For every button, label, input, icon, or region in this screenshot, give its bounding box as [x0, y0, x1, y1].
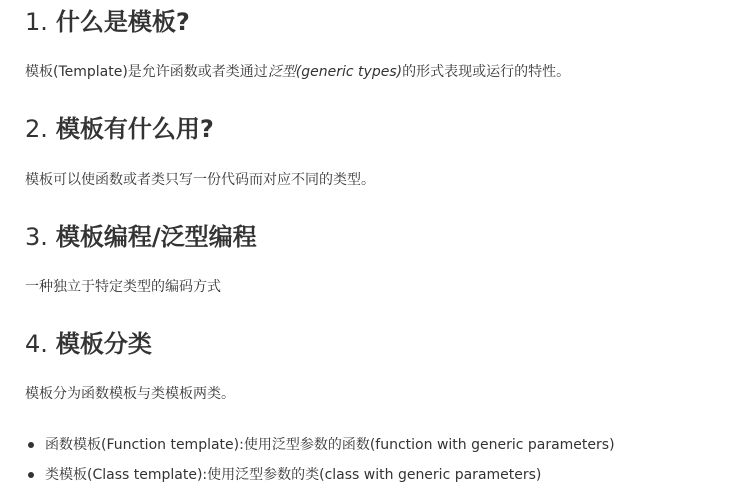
bullet-icon: [28, 472, 34, 478]
heading-number: 3.: [25, 223, 48, 251]
section-paragraph: [25, 61, 570, 83]
emphasis-text: 泛型(generic types): [267, 64, 403, 80]
section-paragraph: 模板分为函数模板与类模板两类。: [25, 386, 235, 402]
bullet-icon: [28, 442, 34, 448]
heading-title: 模板有什么用?: [55, 115, 214, 143]
heading-number: 4.: [25, 330, 48, 358]
template-category-list: [25, 430, 615, 490]
list-item-text: 函数模板(Function template):使用泛型参数的函数(function with generic parameters): [45, 437, 615, 453]
section-heading-what-is-template: [25, 6, 190, 38]
section-heading-template-categories: [25, 328, 152, 360]
paragraph-text: 的形式表现或运行的特性。: [402, 64, 571, 80]
list-item-text: 类模板(Class template):使用泛型参数的类(class with generic parameters): [45, 467, 542, 483]
heading-title: 模板编程/泛型编程: [55, 223, 257, 251]
list-item: [25, 430, 615, 460]
paragraph-text: 模板(Template)是允许函数或者类通过: [25, 64, 268, 80]
heading-number: 2.: [25, 115, 48, 143]
heading-number: 1.: [25, 8, 48, 36]
list-item: [25, 460, 615, 490]
section-heading-generic-programming: [25, 221, 257, 253]
section-paragraph: 一种独立于特定类型的编码方式: [25, 279, 221, 295]
section-heading-template-usage: [25, 113, 214, 145]
heading-title: 什么是模板?: [55, 8, 190, 36]
section-paragraph: 模板可以使函数或者类只写一份代码而对应不同的类型。: [25, 172, 375, 188]
heading-title: 模板分类: [55, 330, 152, 358]
